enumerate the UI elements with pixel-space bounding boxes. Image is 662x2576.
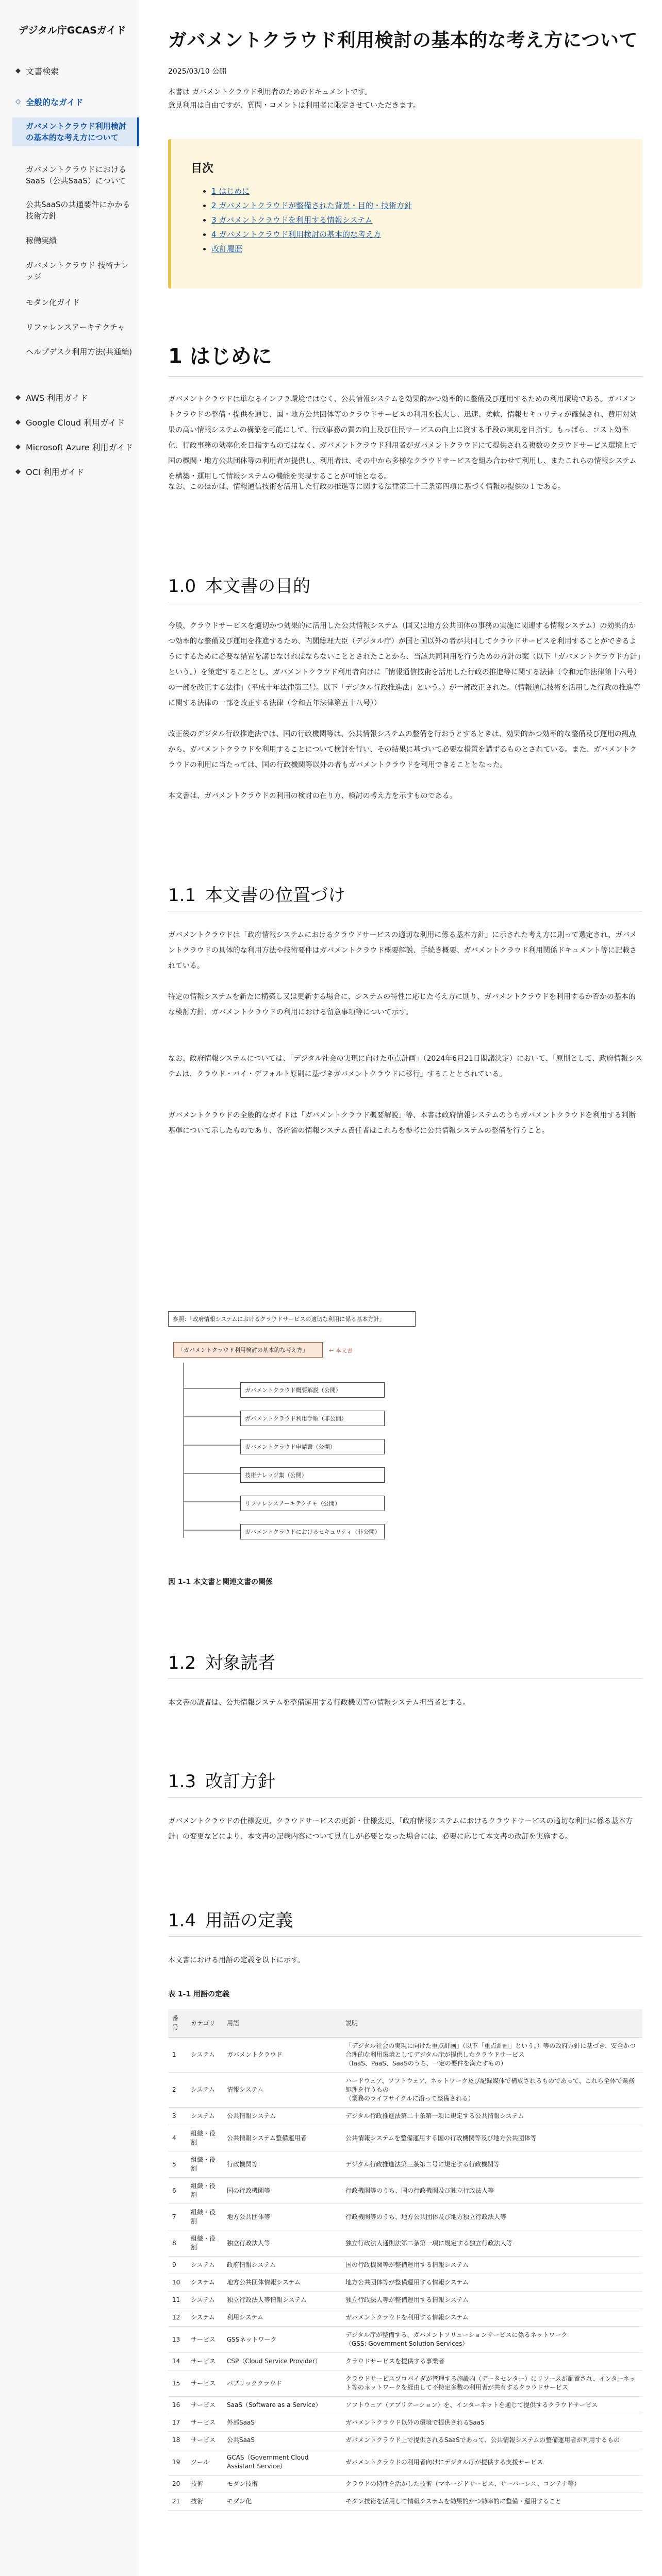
table-row — [168, 2125, 642, 2151]
table-row — [168, 2204, 642, 2230]
sidebar-subitem-track-record[interactable]: 稼働実績 — [26, 236, 57, 245]
diagram-child-box: ガバメントクラウド概要解説（公開） — [240, 1382, 385, 1398]
section-heading-1-1: 1.1 本文書の位置づけ — [168, 885, 346, 906]
table-cell-desc: 公共情報システムを整備運用する国の行政機関等及び地方公共団体等 — [341, 2125, 642, 2151]
table-cell-cat: システム — [187, 2073, 223, 2108]
table-cell-term: SaaS（Software as a Service） — [223, 2397, 341, 2414]
publish-date: 2025/03/10 公開 — [168, 67, 227, 76]
table-row — [168, 2073, 642, 2108]
table-cell-no: 11 — [168, 2292, 187, 2309]
table-cell-desc: デジタル庁が整備する、ガバメントソリューションサービスに係るネットワーク （GSS: Government Solution Services） — [341, 2327, 642, 2353]
table-cell-desc: ソフトウェア（アプリケーション）を、インターネットを通じて提供するクラウドサービス — [341, 2397, 642, 2414]
intro-line-1: 本書は ガバメントクラウド利用者のためのドキュメントです。 — [168, 88, 372, 96]
toc-link-systems[interactable]: 3 ガバメントクラウドを利用する情報システム — [211, 215, 373, 225]
table-cell-no: 10 — [168, 2274, 187, 2292]
table-cell-term: 独立行政法人等情報システム — [223, 2292, 341, 2309]
sidebar-subitem-basic-approach[interactable]: ガバメントクラウド利用検討の基本的な考え方について — [12, 117, 139, 146]
table-row — [168, 2397, 642, 2414]
table-cell-cat: サービス — [187, 2397, 223, 2414]
section-heading-1: 1 はじめに — [168, 345, 272, 368]
paragraph-positioning-3: なお、政府情報システムについては、「デジタル社会の実現に向けた重点計画」（2024年6月21日閣議決定）において、「原則として、政府情報システムは、クラウド・バイ・デフォルト原則に基づきガバメントクラウドに移行」することとされている。 — [168, 1055, 642, 1078]
table-cell-desc: クラウドサービスを提供する事業者 — [341, 2353, 642, 2370]
table-cell-desc: 「デジタル社会の実現に向けた重点計画」（以下「重点計画」という。）等の政府方針に基づき、安全かつ合理的な利用環境としてデジタル庁が提供したクラウドサービス （IaaS、PaaS、SaaSのうち、一定の要件を満たすもの） — [341, 2038, 642, 2073]
sidebar-subitem-saas-tech-policy[interactable]: 公共SaaSの共通要件にかかる技術方針 — [26, 200, 130, 221]
column-header: カテゴリ — [187, 2009, 223, 2038]
table-row — [168, 2432, 642, 2449]
table-cell-no: 9 — [168, 2257, 187, 2274]
table-cell-cat: システム — [187, 2309, 223, 2327]
table-cell-desc: 国の行政機関等が整備運用する情報システム — [341, 2257, 642, 2274]
table-row — [168, 2327, 642, 2353]
table-cell-desc: クラウドサービスプロバイダが管理する施設内（データセンター）にリソースが配置され、インターネット等のネットワークを経由して不特定多数の利用者が共有するクラウドサービス — [341, 2370, 642, 2397]
table-cell-desc: ガバメントクラウドを利用する情報システム — [341, 2309, 642, 2327]
table-cell-desc: ハードウェア、ソフトウェア、ネットワーク及び記録媒体で構成されるものであって、これら全体で業務処理を行うもの （業務のライフサイクルに沿って整備される） — [341, 2073, 642, 2108]
table-row — [168, 2370, 642, 2397]
table-of-contents — [168, 139, 642, 289]
nav-item-aws-guide[interactable]: ◆ AWS 利用ガイド — [15, 393, 88, 403]
table-cell-cat: 組織・役割 — [187, 2125, 223, 2151]
table-cell-term: 公共SaaS — [223, 2432, 341, 2449]
table-cell-no: 3 — [168, 2108, 187, 2125]
table-cell-term: 公共情報システム整備運用者 — [223, 2125, 341, 2151]
table-cell-no: 15 — [168, 2370, 187, 2397]
diagram-child-box: ガバメントクラウド申請書（公開） — [240, 1439, 385, 1454]
table-row — [168, 2230, 642, 2257]
table-row — [168, 2414, 642, 2432]
table-row — [168, 2108, 642, 2125]
table-cell-no: 21 — [168, 2493, 187, 2511]
diamond-icon: ◇ — [15, 98, 21, 106]
intro-line-2: 意見利用は自由ですが、質問・コメントは利用者に限定させていただきます。 — [168, 101, 420, 110]
divider — [168, 376, 642, 377]
table-cell-term: 政府情報システム — [223, 2257, 341, 2274]
divider — [168, 1797, 642, 1798]
sidebar-subitem-reference-arch[interactable]: リファレンスアーキテクチャ — [26, 323, 125, 332]
table-cell-cat: システム — [187, 2292, 223, 2309]
column-header: 説明 — [341, 2009, 642, 2038]
table-cell-no: 16 — [168, 2397, 187, 2414]
diamond-icon: ◆ — [15, 394, 21, 401]
section-heading-1-3: 1.3 改訂方針 — [168, 1771, 276, 1792]
table-cell-desc: デジタル行政推進法第三条第二号に規定する行政機関等 — [341, 2151, 642, 2178]
table-cell-term: ガバメントクラウド — [223, 2038, 341, 2073]
diagram-child-box: リファレンスアーキテクチャ（公開） — [240, 1496, 385, 1511]
relation-diagram — [168, 1311, 436, 1558]
paragraph-revision: ガバメントクラウドの仕様変更、クラウドサービスの更新・仕様変更、「政府情報システムにおけるクラウドサービスの適切な利用に係る基本方針」の変更などにより、本文書の記載内容について見直しが必要となった場合には、必要に応じて本文書の改訂を実施する。 — [168, 1817, 633, 1841]
sidebar-subitem-modernization[interactable]: モダン化ガイド — [26, 298, 80, 307]
section-heading-1-2: 1.2 対象読者 — [168, 1653, 276, 1673]
diagram-main-box: 「ガバメントクラウド利用検討の基本的な考え方」 — [173, 1342, 323, 1358]
table-cell-term: CSP（Cloud Service Provider） — [223, 2353, 341, 2370]
diamond-icon: ◆ — [15, 67, 21, 75]
table-cell-no: 4 — [168, 2125, 187, 2151]
section-heading-1-0: 1.0 本文書の目的 — [168, 576, 311, 597]
table-cell-term: 外部SaaS — [223, 2414, 341, 2432]
diagram-main-note: ← 本文書 — [329, 1347, 353, 1354]
table-cell-desc: 行政機関等のうち、国の行政機関及び独立行政法人等 — [341, 2178, 642, 2204]
toc-title: 目次 — [191, 162, 214, 175]
figure-caption: 図 1-1 本文書と関連文書の関係 — [168, 1578, 273, 1586]
table-cell-term: 公共情報システム — [223, 2108, 341, 2125]
paragraph-positioning-4: ガバメントクラウドの全般的なガイドは「ガバメントクラウド概要解説」等、本書は政府情報システムのうちガバメントクラウドを利用する判断基準について示したものであり、各府省の情報システム責任者はこれらを参考に公共情報システムの整備を行うこと。 — [168, 1111, 636, 1135]
table-cell-no: 8 — [168, 2230, 187, 2257]
table-row — [168, 2038, 642, 2073]
table-row — [168, 2274, 642, 2292]
toc-link-history[interactable]: 改訂履歴 — [211, 244, 243, 253]
table-cell-term: 情報システム — [223, 2073, 341, 2108]
table-cell-term: 独立行政法人等 — [223, 2230, 341, 2257]
table-cell-no: 7 — [168, 2204, 187, 2230]
table-cell-desc: ガバメントクラウド上で提供されるSaaSであって、公共情報システムの整備運用者が利用するもの — [341, 2432, 642, 2449]
toc-link-background[interactable]: 2 ガバメントクラウドが整備された背景・目的・技術方針 — [211, 201, 412, 210]
nav-label: 文書検索 — [26, 66, 59, 76]
page-title: ガバメントクラウド利用検討の基本的な考え方について — [168, 30, 638, 51]
toc-link-approach[interactable]: 4 ガバメントクラウド利用検討の基本的な考え方 — [211, 230, 382, 239]
table-cell-term: パブリッククラウド — [223, 2370, 341, 2397]
table-cell-no: 5 — [168, 2151, 187, 2178]
table-cell-desc: 地方公共団体等が整備運用する情報システム — [341, 2274, 642, 2292]
table-cell-desc: クラウドの特性を活かした技術（マネージドサービス、サーバーレス、コンテナ等） — [341, 2476, 642, 2493]
table-cell-cat: サービス — [187, 2432, 223, 2449]
table-cell-no: 12 — [168, 2309, 187, 2327]
paragraph-intro-note: なお、このほかは、情報通信技術を活用した行政の推進等に関する法律第三十三条第四項に基づく情報の提供の１である。 — [168, 483, 565, 491]
table-cell-term: モダン技術 — [223, 2476, 341, 2493]
table-cell-no: 20 — [168, 2476, 187, 2493]
column-header: 番号 — [168, 2009, 187, 2038]
table-cell-cat: 組織・役割 — [187, 2178, 223, 2204]
section-heading-1-4: 1.4 用語の定義 — [168, 1910, 293, 1931]
table-cell-cat: 組織・役割 — [187, 2204, 223, 2230]
paragraph-purpose: 今般、クラウドサービスを適切かつ効果的に活用した公共情報システム（国又は地方公共団体の事務の実施に関連する情報システム）の効果的かつ効率的な整備及び運用を推進するため、内閣総理大臣（デジタル庁）が国と国以外の者が共同してクラウドサービスを利用することができるようにするために必要な措置を講じなければならないこととされたことから、当該共同利用を行うための方針の案（以下「ガバメントクラウド方針」という。）を策定することとし、ガバメントクラウド利用者向けに「情報通信技術を活用した行政の推進等に関する法律（令和元年法律第十六号）の一部を改正する法律」（平成十年法律第三号。以下「デジタル行政推進法」という。）が一部改正された。（情報通信技術を活用した行政の推進等に関する法律の一部を改正する法律（令和五年法律第五十八号）） — [168, 622, 641, 707]
table-row — [168, 2493, 642, 2511]
diagram-top-box: 参照：「政府情報システムにおけるクラウドサービスの適切な利用に係る基本方針」 — [168, 1311, 416, 1327]
table-cell-no: 18 — [168, 2432, 187, 2449]
paragraph-terms-intro: 本文書における用語の定義を以下に示す。 — [168, 1956, 305, 1964]
column-header: 用語 — [223, 2009, 341, 2038]
paragraph-purpose-2: 改正後のデジタル行政推進法では、国の行政機関等は、公共情報システムの整備を行おうとするときは、効果的かつ効率的な整備及び運用の観点から、ガバメントクラウドを利用することについて検討を行い、その結果に基づいて必要な措置を講ずるものとされている。また、ガバメントクラウドの利用に当たっては、国の行政機関等以外の者もガバメントクラウドを利用できることとなった。 — [168, 730, 637, 769]
table-cell-cat: システム — [187, 2108, 223, 2125]
table-row — [168, 2178, 642, 2204]
nav-label: 全般的なガイド — [26, 97, 84, 107]
table-cell-desc: モダン技術を活用して情報システムを効果的かつ効率的に整備・運用すること — [341, 2493, 642, 2511]
table-row — [168, 2151, 642, 2178]
nav-item-azure-guide[interactable]: ◆ Microsoft Azure 利用ガイド — [15, 443, 134, 452]
table-cell-term: GSSネットワーク — [223, 2327, 341, 2353]
table-cell-cat: サービス — [187, 2370, 223, 2397]
table-cell-no: 13 — [168, 2327, 187, 2353]
terms-table — [168, 2009, 642, 2511]
table-row — [168, 2449, 642, 2476]
table-cell-cat: サービス — [187, 2353, 223, 2370]
toc-link-intro[interactable]: 1 はじめに — [211, 187, 250, 196]
table-caption: 表 1-1 用語の定義 — [168, 1990, 230, 1998]
table-cell-term: モダン化 — [223, 2493, 341, 2511]
table-cell-cat: システム — [187, 2257, 223, 2274]
table-cell-no: 1 — [168, 2038, 187, 2073]
nav-item-doc-search[interactable] — [0, 65, 139, 77]
table-cell-no: 14 — [168, 2353, 187, 2370]
table-cell-cat: 技術 — [187, 2476, 223, 2493]
table-cell-desc: 独立行政法人等が整備運用する情報システム — [341, 2292, 642, 2309]
sidebar-subitem-helpdesk[interactable]: ヘルプデスク利用方法(共通編) — [26, 347, 133, 357]
table-cell-desc: 行政機関等のうち、地方公共団体及び地方独立行政法人等 — [341, 2204, 642, 2230]
paragraph-positioning-2: 特定の情報システムを新たに構築し又は更新する場合に、システムの特性に応じた考え方に則り、ガバメントクラウドを利用するか否かの基本的な検討方針、ガバメントクラウドの利用における留意事項等について示す。 — [168, 993, 636, 1016]
sidebar-subitem-tech-knowledge[interactable]: ガバメントクラウド 技術ナレッジ — [26, 261, 129, 281]
table-row — [168, 2476, 642, 2493]
table-cell-cat: 技術 — [187, 2493, 223, 2511]
table-cell-cat: システム — [187, 2274, 223, 2292]
table-cell-no: 2 — [168, 2073, 187, 2108]
main-content — [139, 0, 662, 2576]
table-cell-no: 19 — [168, 2449, 187, 2476]
nav-item-google-cloud-guide[interactable]: ◆ Google Cloud 利用ガイド — [15, 418, 125, 428]
nav-item-general-guide[interactable] — [0, 96, 139, 108]
table-row — [168, 2292, 642, 2309]
table-cell-term: 利用システム — [223, 2309, 341, 2327]
table-cell-desc: デジタル行政推進法第二十条第一項に規定する公共情報システム — [341, 2108, 642, 2125]
table-cell-no: 17 — [168, 2414, 187, 2432]
table-cell-cat: ツール — [187, 2449, 223, 2476]
table-row — [168, 2257, 642, 2274]
table-row — [168, 2353, 642, 2370]
diagram-child-box: ガバメントクラウドにおけるセキュリティ（非公開） — [240, 1524, 385, 1539]
diagram-child-box: 技術ナレッジ集（公開） — [240, 1467, 385, 1483]
paragraph-positioning: ガバメントクラウドは「政府情報システムにおけるクラウドサービスの適切な利用に係る基本方針」に示された考え方に則って選定され、ガバメントクラウドの具体的な利用方法や技術要件はガバメントクラウド概要解説、手続き概要、ガバメントクラウド利用関係ドキュメント等に記載されている。 — [168, 931, 637, 970]
table-cell-cat: サービス — [187, 2327, 223, 2353]
paragraph-purpose-3: 本文書は、ガバメントクラウドの利用の検討の在り方、検討の考え方を示すものである。 — [168, 792, 457, 800]
diamond-icon: ◆ — [15, 468, 21, 476]
table-cell-term: 地方公共団体情報システム — [223, 2274, 341, 2292]
table-cell-desc: ガバメントクラウドの利用者向けにデジタル庁が提供する支援サービス — [341, 2449, 642, 2476]
table-cell-term: 国の行政機関等 — [223, 2178, 341, 2204]
table-cell-term: 地方公共団体等 — [223, 2204, 341, 2230]
paragraph-readers: 本文書の読者は、公共情報システムを整備運用する行政機関等の情報システム担当者とする。 — [168, 1699, 470, 1707]
table-cell-term: 行政機関等 — [223, 2151, 341, 2178]
table-cell-term: GCAS（Government Cloud Assistant Service） — [223, 2449, 341, 2476]
diagram-child-box: ガバメントクラウド利用手順（非公開） — [240, 1411, 385, 1426]
divider — [168, 1936, 642, 1937]
table-header-row — [168, 2009, 642, 2038]
site-title[interactable]: デジタル庁GCASガイド — [19, 25, 126, 36]
table-cell-no: 6 — [168, 2178, 187, 2204]
sidebar — [0, 0, 139, 2576]
paragraph-intro: ガバメントクラウドは単なるインフラ環境ではなく、公共情報システムを効果的かつ効率的に整備及び運用するための利用環境である。ガバメントクラウドの整備・提供を通じ、国・地方公共団体等のクラウドサービスの利用を拡大し、迅速、柔軟、情報セキュリティが確保され、費用対効果の高い情報システムの構築を可能にして、行政事務の質の向上及び住民サービスの向上に資する手段の実現を目指す。もっぱら、コスト効率化、行政事務の効率化を目指すものではなく、ガバメントクラウド利用者がガバメントクラウドにて提供される複数のクラウドサービス環境上で国の機関・地方公共団体等の利用者が提供し、利用者は、その中から多様なクラウドサービスを組み合わせて利用し、またこれらの情報システムを構築・運用して情報システムの機能を実現することが可能となる。 — [168, 395, 637, 481]
diamond-icon: ◆ — [15, 443, 21, 451]
table-cell-cat: 組織・役割 — [187, 2151, 223, 2178]
table-cell-cat: サービス — [187, 2414, 223, 2432]
table-cell-desc: ガバメントクラウド以外の環境で提供されるSaaS — [341, 2414, 642, 2432]
table-row — [168, 2309, 642, 2327]
table-cell-cat: 組織・役割 — [187, 2230, 223, 2257]
diamond-icon: ◆ — [15, 418, 21, 426]
sidebar-subitem-public-saas[interactable]: ガバメントクラウドにおけるSaaS（公共SaaS）について — [26, 165, 126, 185]
table-cell-cat: システム — [187, 2038, 223, 2073]
nav-item-oci-guide[interactable]: ◆ OCI 利用ガイド — [15, 467, 85, 477]
table-cell-desc: 独立行政法人通則法第二条第一項に規定する独立行政法人等 — [341, 2230, 642, 2257]
